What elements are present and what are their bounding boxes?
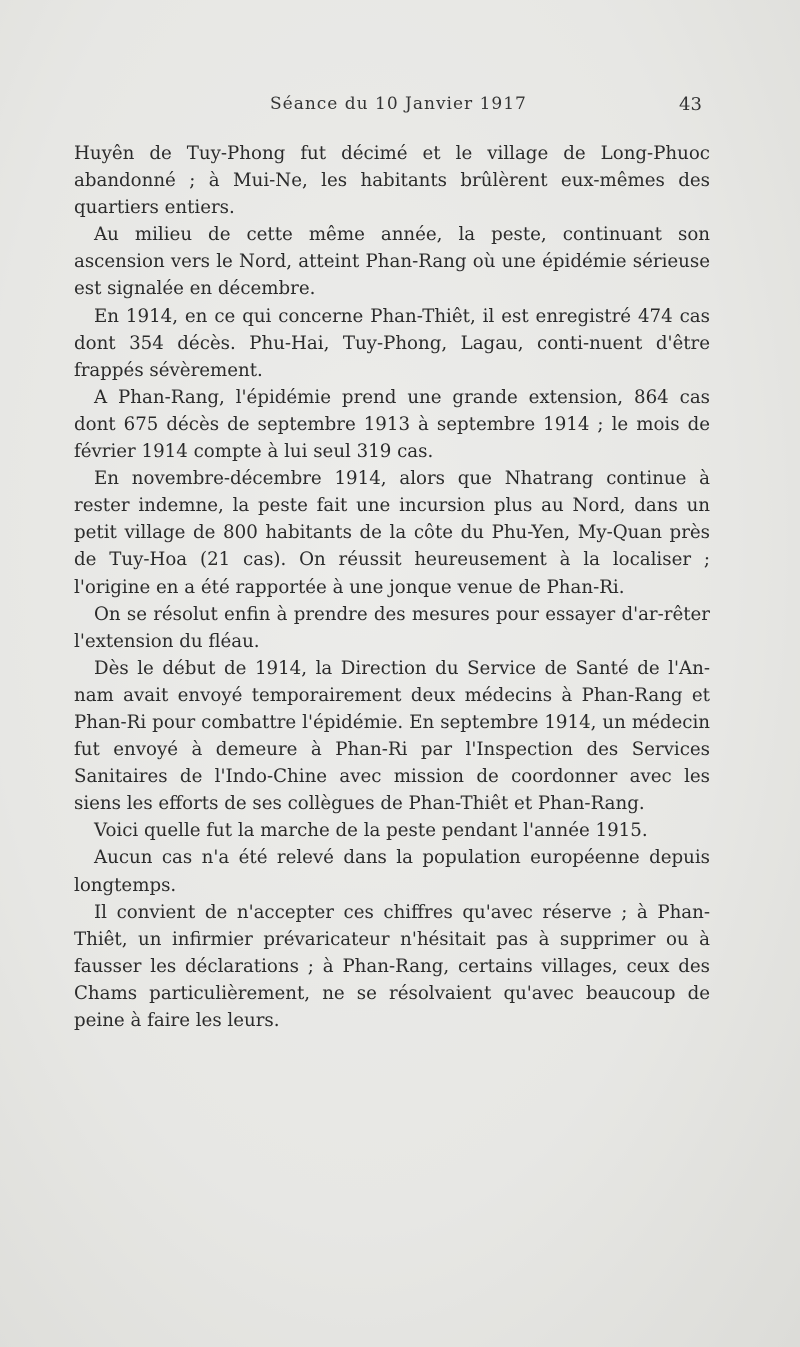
page-header — [0, 92, 800, 122]
paragraph-1: Huyên de Tuy-Phong fut décimé et le village de Long-Phuoc abandonné ; à Mui-Ne, les habitants brûlèrent eux-mêmes des quartiers entiers. — [74, 143, 710, 219]
paragraph-4: A Phan-Rang, l'épidémie prend une grande extension, 864 cas dont 675 décès de septembre 1913 à septembre 1914 ; le mois de février 1914 compte à lui seul 319 cas. — [74, 386, 710, 463]
paragraph-2: Au milieu de cette même année, la peste, continuant son ascension vers le Nord, atteint Phan-Rang où une épidémie sérieuse est signalée en décembre. — [74, 224, 710, 300]
paragraph-3: En 1914, en ce qui concerne Phan-Thiêt, il est enregistré 474 cas dont 354 décès. Phu-Hai, Tuy-Phong, Lagau, conti-nuent d'être frappés sévèrement. — [74, 305, 710, 381]
paragraph-9: Aucun cas n'a été relevé dans la population européenne depuis longtemps. — [74, 847, 710, 896]
paragraph-10: Il convient de n'accepter ces chiffres qu'avec réserve ; à Phan-Thiêt, un infirmier prévaricateur n'hésitait pas à supprimer ou à fausser les déclarations ; à Phan-Rang, certains villages, ceux des Chams particulièrement, ne se résolvaient qu'avec beaucoup de peine à faire les leurs. — [74, 901, 710, 1031]
paragraph-7: Dès le début de 1914, la Direction du Service de Santé de l'An-nam avait envoyé temporairement deux médecins à Phan-Rang et Phan-Ri pour combattre l'épidémie. En septembre 1914, un médecin fut envoyé à demeure à Phan-Ri par l'Inspection des Services Sanitaires de l'Indo-Chine avec mission de coordonner avec les siens les efforts de ses collègues de Phan-Thiêt et Phan-Rang. — [74, 657, 710, 815]
paragraph-5: En novembre-décembre 1914, alors que Nhatrang continue à rester indemne, la peste fait une incursion plus au Nord, dans un petit village de 800 habitants de la côte du Phu-Yen, My-Quan près de Tuy-Hoa (21 cas). On réussit heureusement à la localiser ; l'origine en a été rapportée à une jonque venue de Phan-Ri. — [74, 468, 710, 598]
running-title: Séance du 10 Janvier 1917 — [270, 94, 527, 114]
body-text — [74, 140, 710, 1034]
page-number: 43 — [679, 94, 702, 115]
paragraph-6: On se résolut enfin à prendre des mesures pour essayer d'ar-rêter l'extension du fléau. — [74, 603, 710, 652]
paragraph-8: Voici quelle fut la marche de la peste pendant l'année 1915. — [94, 820, 648, 842]
